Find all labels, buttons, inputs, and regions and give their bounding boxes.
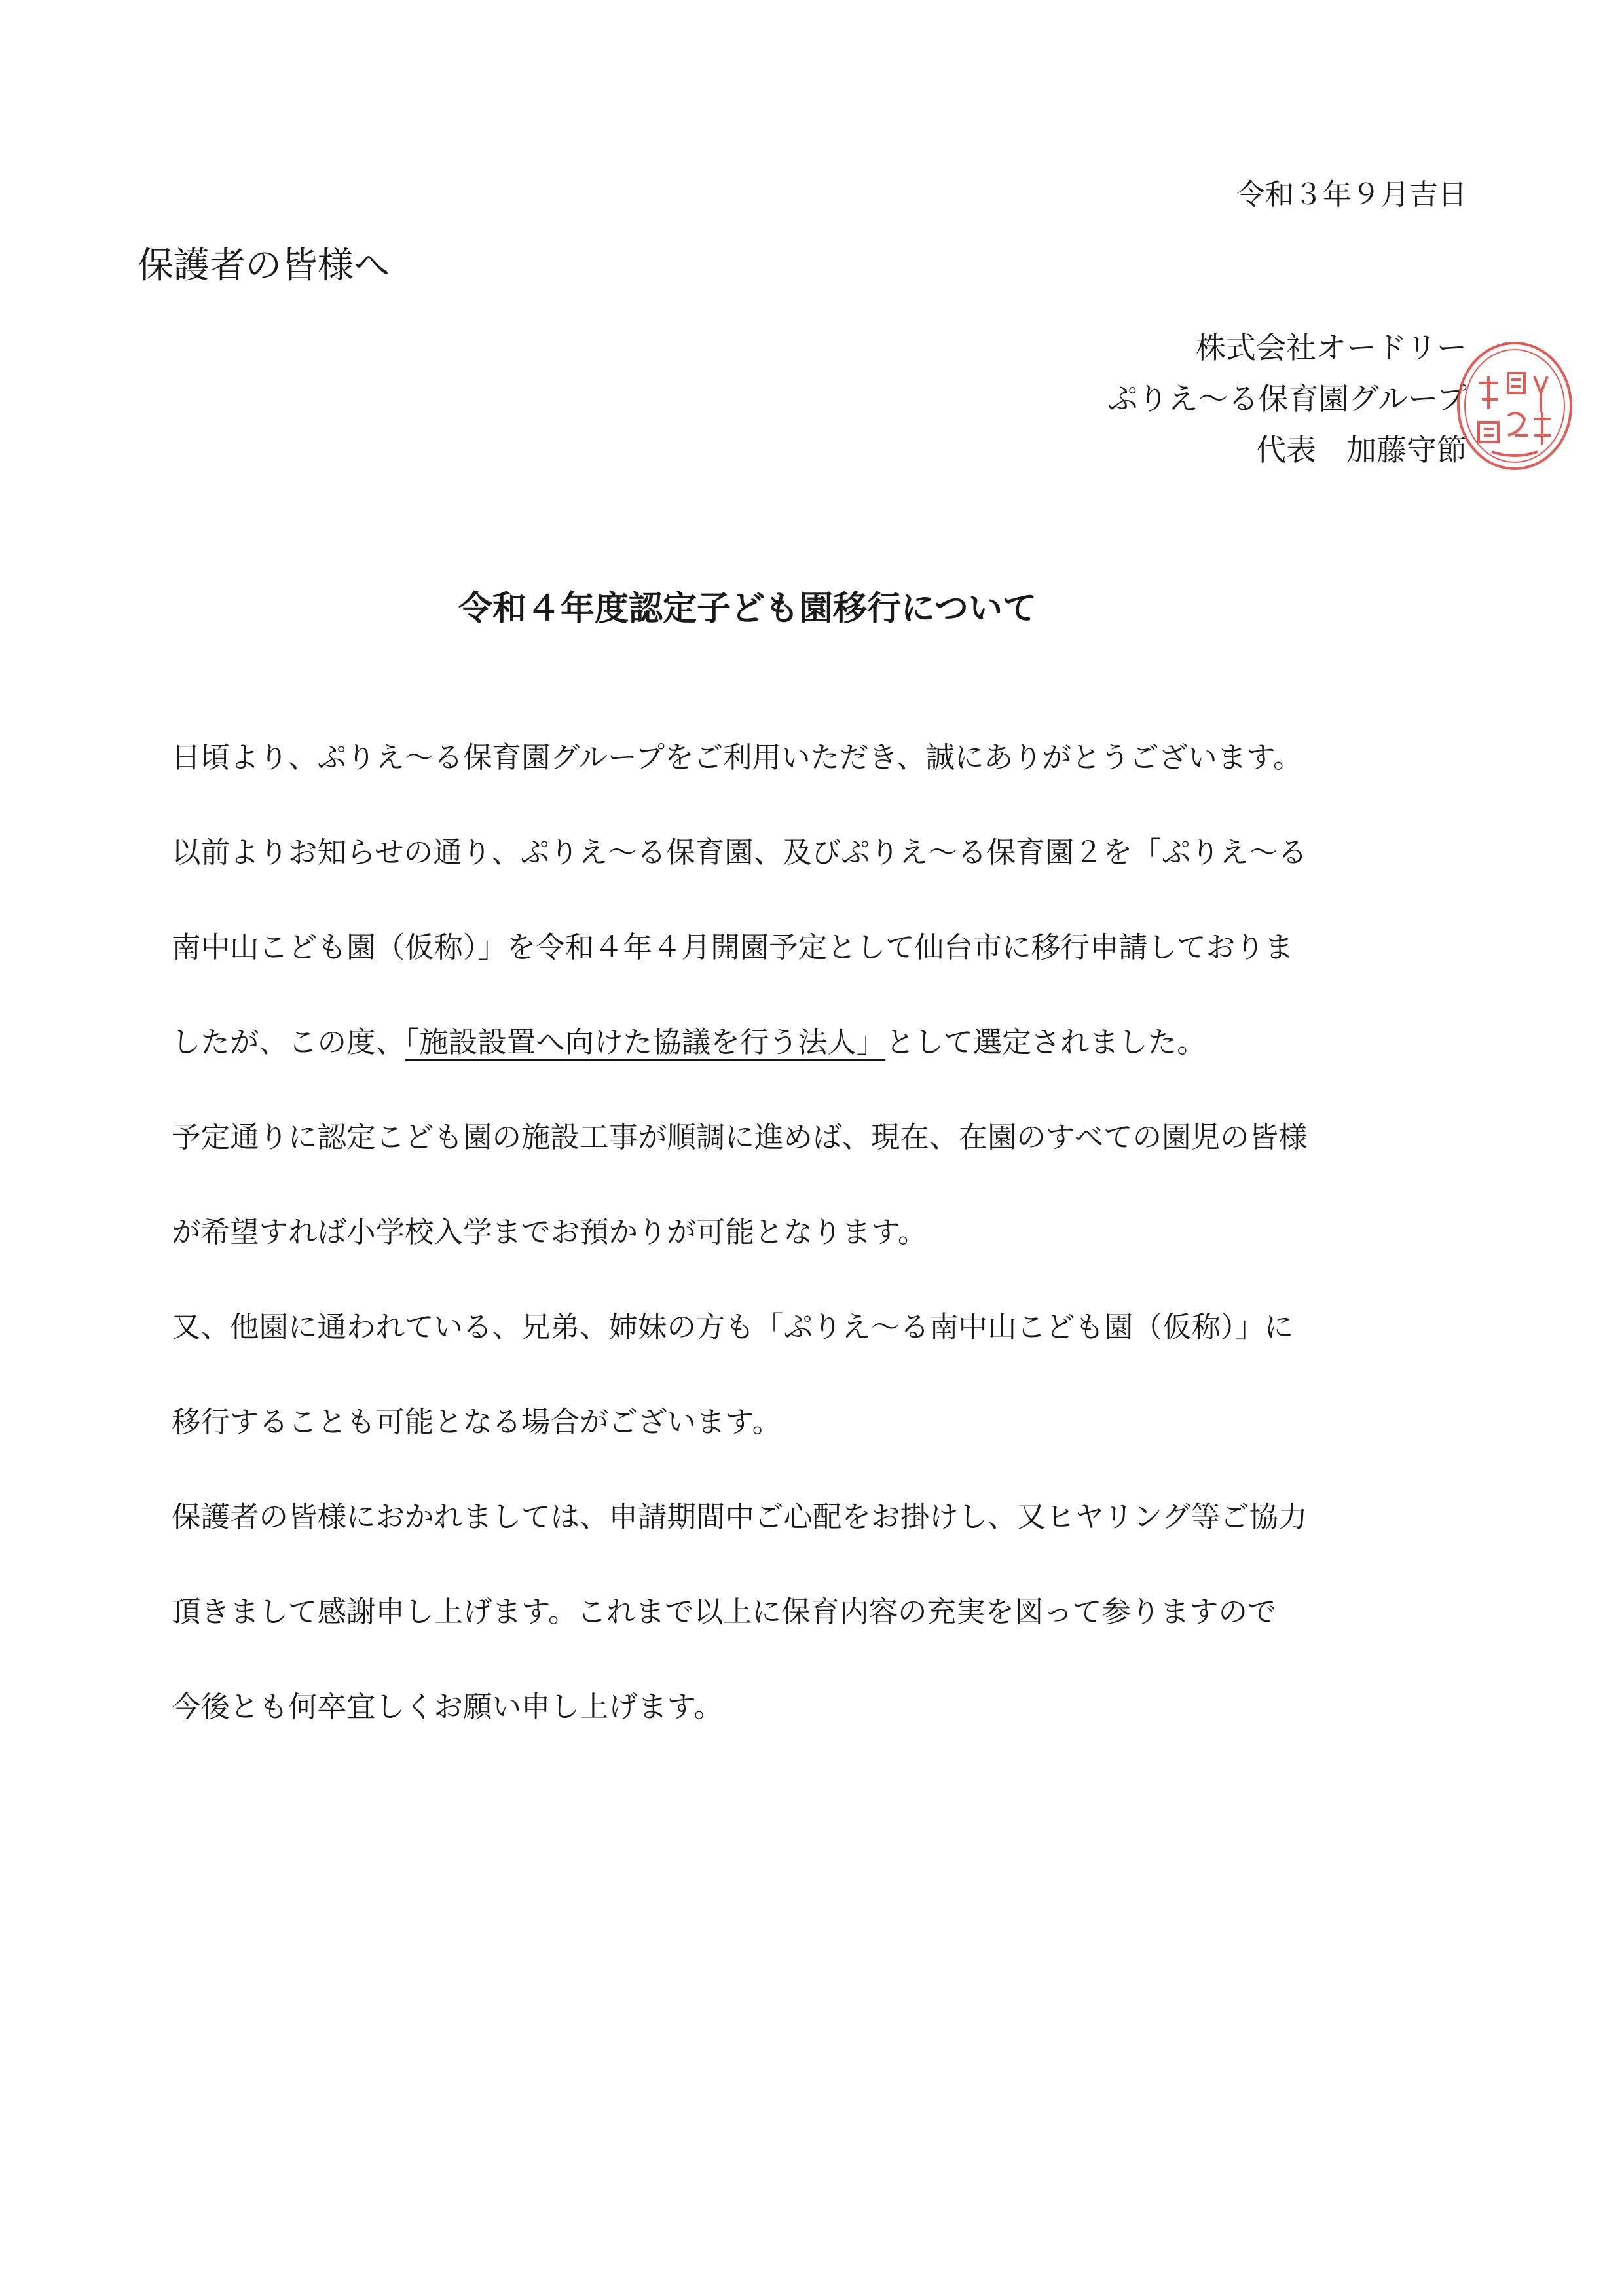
sender-representative: 代表 加藤守節	[1256, 432, 1467, 467]
document-title: 令和４年度認定子ども園移行について	[458, 589, 1037, 629]
body-line: 予定通りに認定こども園の施設工事が順調に進めば、現在、在園のすべての園児の皆様	[172, 1121, 1308, 1154]
body-line-segment: したが、この度、	[172, 1026, 405, 1059]
sender-group: ぷりえ～る保育園グループ	[1107, 381, 1467, 416]
body-line: 保護者の皆様におかれましては、申請期間中ご心配をお掛けし、又ヒヤリング等ご協力	[172, 1501, 1308, 1534]
body-line: が希望すれば小学校入学までお預かりが可能となります。	[172, 1216, 927, 1249]
sender-company: 株式会社オードリー	[1196, 330, 1467, 365]
body-line: 日頃より、ぷりえ～る保育園グループをご利用いただき、誠にありがとうございます。	[172, 741, 1302, 774]
body-line: 移行することも可能となる場合がございます。	[172, 1406, 781, 1439]
body-line: 以前よりお知らせの通り、ぷりえ～る保育園、及びぷりえ～る保育園２を「ぷりえ～る	[172, 836, 1308, 869]
body-line: 頂きまして感謝申し上げます。これまで以上に保育内容の充実を図って参りますので	[172, 1595, 1277, 1629]
company-seal-stamp-icon	[1452, 337, 1577, 475]
document-date: 令和３年９月吉日	[1236, 178, 1467, 211]
body-text	[172, 710, 1481, 1755]
underlined-phrase: 「施設設置へ向けた協議を行う法人」	[405, 1026, 886, 1059]
body-line	[172, 995, 1481, 1090]
body-line-segment: として選定されました。	[885, 1026, 1206, 1059]
sender-block	[982, 322, 1467, 475]
body-line: 今後とも何卒宜しくお願い申し上げます。	[172, 1690, 723, 1724]
recipient-heading: 保護者の皆様へ	[138, 244, 390, 286]
body-line: 南中山こども園（仮称）」を令和４年４月開園予定として仙台市に移行申請しておりま	[172, 931, 1294, 964]
body-line: 又、他園に通われている、兄弟、姉妹の方も「ぷりえ～る南中山こども園（仮称）」に	[172, 1311, 1294, 1344]
